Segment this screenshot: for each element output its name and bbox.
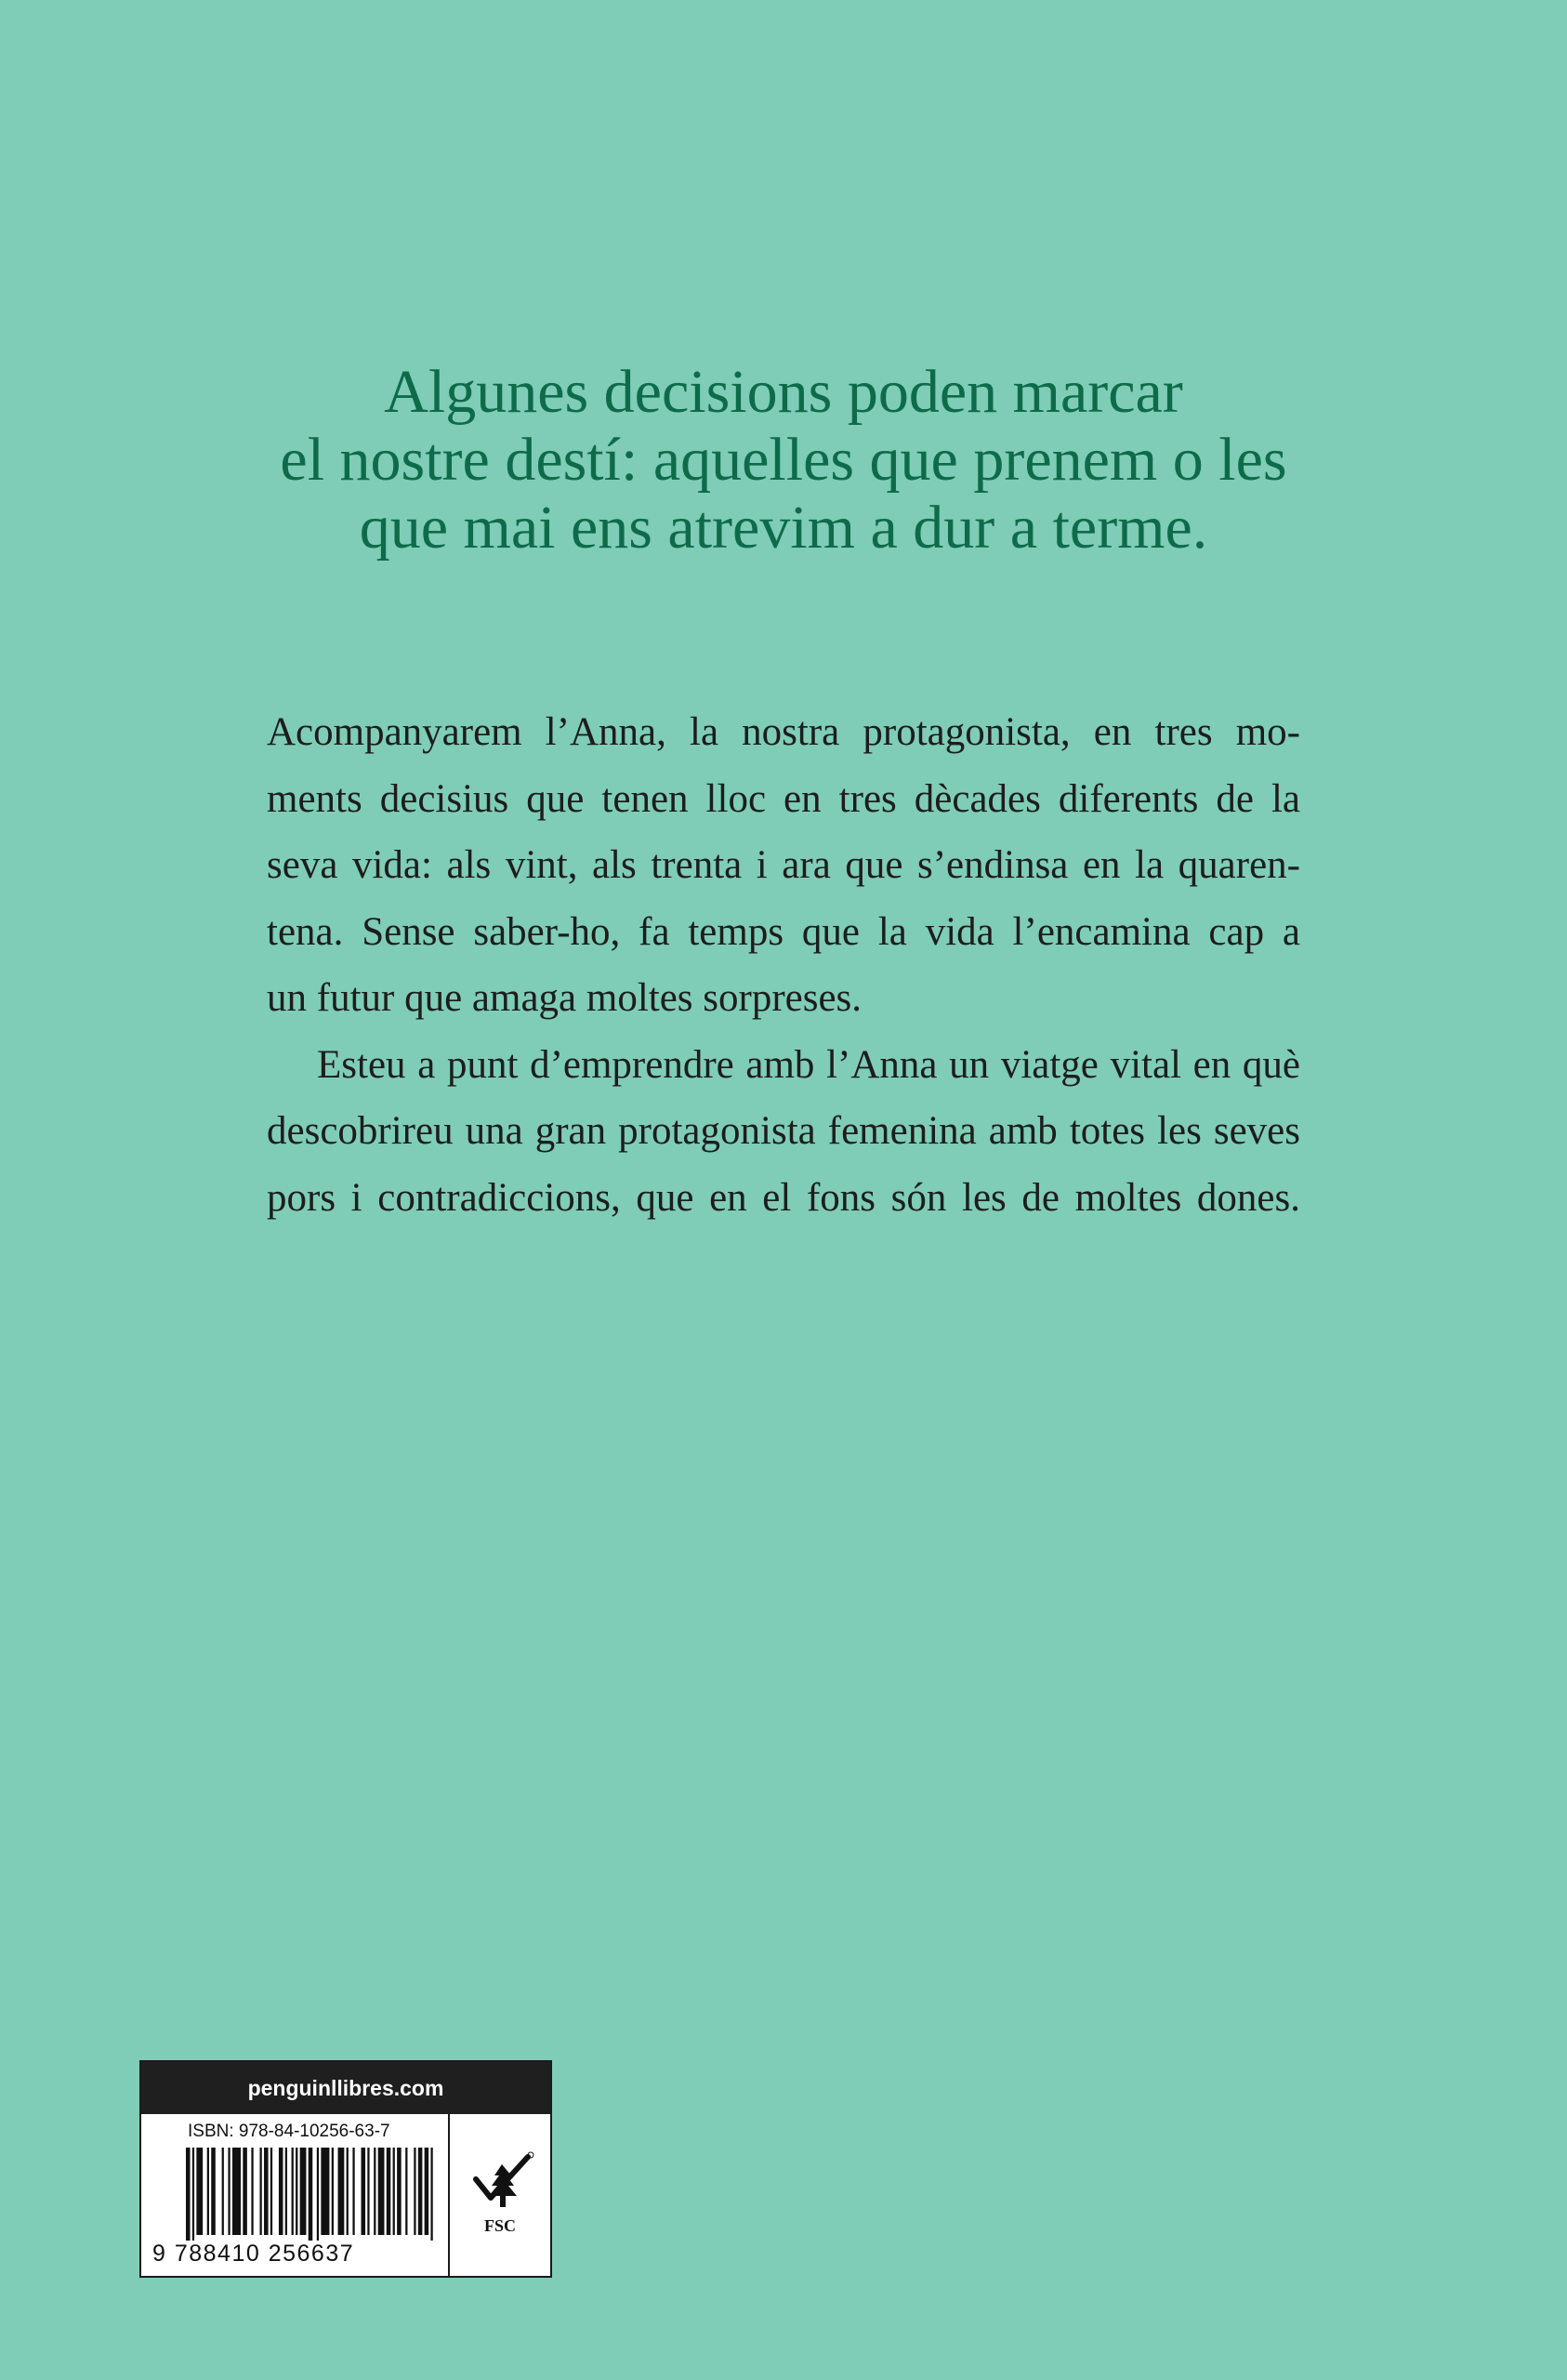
barcode-bar [186,2148,191,2241]
fsc-tree-icon [468,2151,535,2213]
barcode-bar [352,2148,354,2235]
barcode-box [139,2060,552,2278]
blurb-line-5: un futur que amaga moltes sorpreses. [267,976,863,1020]
tagline-line-2: el nostre destí: aquelles que prenem o les [280,426,1287,494]
barcode-bar [317,2148,319,2241]
barcode-bar [228,2148,230,2235]
barcode-bar [378,2148,385,2235]
barcode-bar [232,2148,241,2235]
fsc-area [450,2114,550,2278]
tagline-line-3: que mai ens atrevim a dur a terme. [359,494,1208,562]
blurb-line-1: Acompanyarem l’Anna, la nostra protagonista, en tres mo- [267,710,1300,754]
barcode-bar [300,2148,307,2235]
barcode-bar [367,2148,369,2235]
barcode-bar [425,2148,429,2235]
blurb-line-3: seva vida: als vint, als trenta i ara que s’endinsa en la quaren- [267,843,1300,887]
tagline-line-1: Algunes decisions poden marcar [384,358,1183,426]
barcode-bar [347,2148,349,2235]
barcode-bar [414,2148,415,2235]
publisher-website: penguinllibres.com [141,2062,550,2114]
isbn-label: ISBN: 978-84-10256-63-7 [188,2122,390,2141]
barcode-area [141,2114,450,2278]
barcode-bar [270,2148,272,2235]
barcode-bar [251,2148,253,2235]
barcode-bar [430,2148,432,2241]
barcode-bar [393,2148,395,2235]
barcode-bar [309,2148,313,2241]
tagline [0,358,1567,562]
barcode-digits: 9 788410 256637 [152,2241,355,2267]
barcode-bar [211,2148,216,2235]
barcode-bar [259,2148,261,2235]
barcode-bar [332,2148,334,2235]
fsc-label: FSC [483,2216,516,2235]
barcode-bar [279,2148,283,2235]
blurb-line-4: tena. Sense saber-ho, fa temps que la vida l’encamina cap a [267,909,1300,954]
barcode-bar [207,2148,209,2235]
blurb [267,699,1300,1231]
barcode-bar [222,2148,224,2235]
barcode-bar [405,2148,407,2235]
barcode-bar [362,2148,366,2235]
blurb-line-7: descobrireu una gran protagonista femenina amb totes les seves [267,1109,1300,1153]
barcode-bar [296,2148,297,2235]
barcode-bar [192,2148,194,2241]
barcode-bar [321,2148,329,2235]
barcode-bar [397,2148,402,2235]
barcode-bar [292,2148,294,2235]
barcode-bar [338,2148,345,2235]
blurb-line-8: pors i contradiccions, que en el fons són les de moltes dones. [267,1175,1300,1220]
barcode-bar [285,2148,287,2235]
barcode-bar [387,2148,391,2235]
barcode-bar [418,2148,423,2235]
barcode-bar [374,2148,375,2235]
blurb-line-2: ments decisius que tenen lloc en tres dècades diferents de la [267,776,1300,821]
barcode-icon [186,2148,435,2241]
barcode-bar [264,2148,269,2235]
barcode-bar [243,2148,247,2235]
barcode-bar [196,2148,203,2235]
blurb-line-6: Esteu a punt d’emprendre amb l’Anna un viatge vital en què [317,1042,1300,1087]
